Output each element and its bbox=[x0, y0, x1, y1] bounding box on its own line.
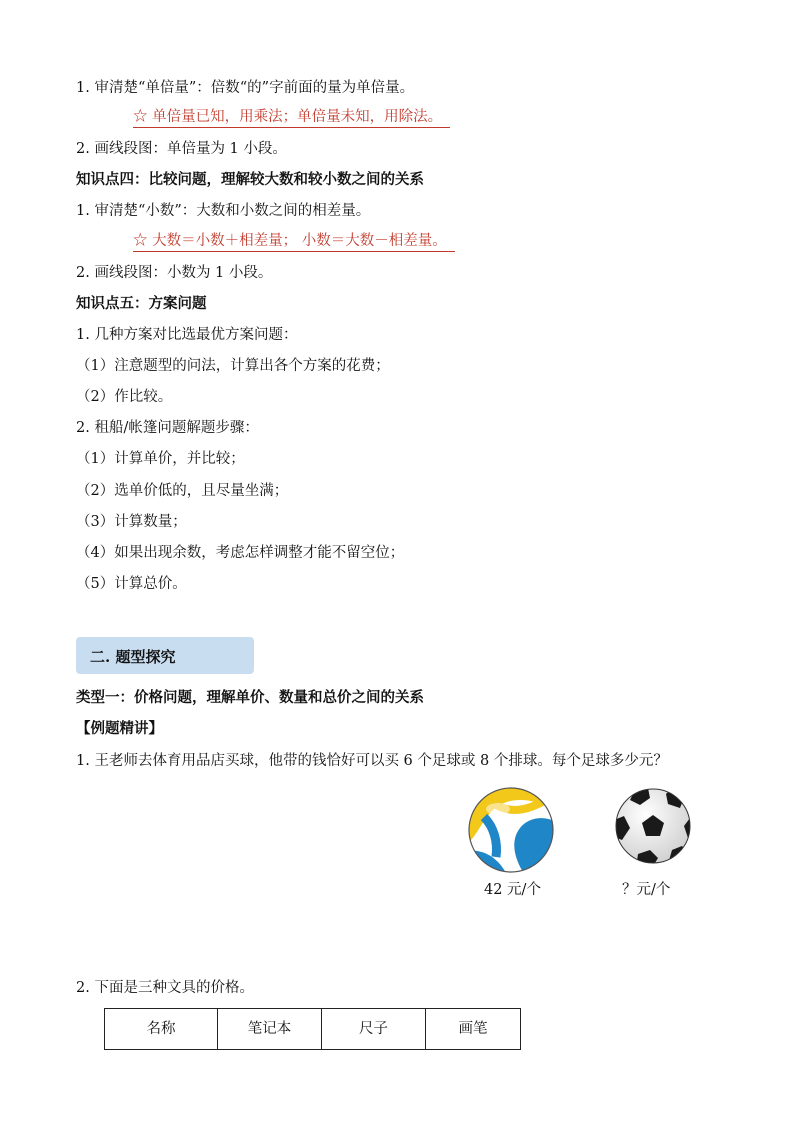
section-heading: 知识点五：方案问题 bbox=[76, 295, 207, 312]
tip-line: ☆ 单倍量已知，用乘法；单倍量未知，用除法。 bbox=[133, 107, 450, 128]
text-line: （5）计算总价。 bbox=[76, 576, 187, 592]
text-line: 1. 审清楚“单倍量”：倍数“的”字前面的量为单倍量。 bbox=[76, 80, 415, 96]
text-line: 2. 租船/帐篷问题解题步骤： bbox=[76, 420, 259, 436]
text-line: 2. 画线段图：单倍量为 1 小段。 bbox=[76, 141, 287, 157]
text-line: （3）计算数量； bbox=[76, 514, 187, 530]
text-line: （2）作比较。 bbox=[76, 389, 173, 405]
table-cell: 尺子 bbox=[322, 1009, 426, 1050]
soccer-ball-image bbox=[614, 788, 692, 864]
section-title-box bbox=[76, 637, 254, 674]
table-cell: 画笔 bbox=[426, 1009, 521, 1050]
table-cell: 笔记本 bbox=[218, 1009, 322, 1050]
text-line: （1）计算单价，并比较； bbox=[76, 451, 245, 467]
text-line: 1. 审清楚“小数”：大数和小数之间的相差量。 bbox=[76, 203, 371, 219]
text-line: 1. 几种方案对比选最优方案问题： bbox=[76, 327, 298, 343]
text-line: （4）如果出现余数，考虑怎样调整才能不留空位； bbox=[76, 545, 405, 561]
example-label: 【例题精讲】 bbox=[76, 720, 163, 737]
section-heading: 知识点四：比较问题，理解较大数和较小数之间的关系 bbox=[76, 171, 424, 188]
text-line: （1）注意题型的问法，计算出各个方案的花费； bbox=[76, 358, 390, 374]
question-2: 2. 下面是三种文具的价格。 bbox=[76, 980, 254, 996]
table-cell: 名称 bbox=[105, 1009, 218, 1050]
table-row bbox=[105, 1009, 521, 1050]
type-heading: 类型一：价格问题，理解单价、数量和总价之间的关系 bbox=[76, 689, 424, 706]
volleyball-image bbox=[466, 787, 556, 873]
volleyball-price: 42 元/个 bbox=[484, 882, 541, 898]
soccer-ball-price: ？元/个 bbox=[622, 882, 671, 898]
text-line: （2）选单价低的，且尽量坐满； bbox=[76, 483, 289, 499]
tip-line: ☆ 大数＝小数＋相差量； 小数＝大数－相差量。 bbox=[133, 231, 455, 252]
price-table bbox=[104, 1008, 521, 1050]
section-title: 二. 题型探究 bbox=[90, 648, 176, 666]
text-line: 2. 画线段图：小数为 1 小段。 bbox=[76, 265, 273, 281]
question-1: 1. 王老师去体育用品店买球，他带的钱恰好可以买 6 个足球或 8 个排球。每个足球多少元？ bbox=[76, 753, 668, 769]
